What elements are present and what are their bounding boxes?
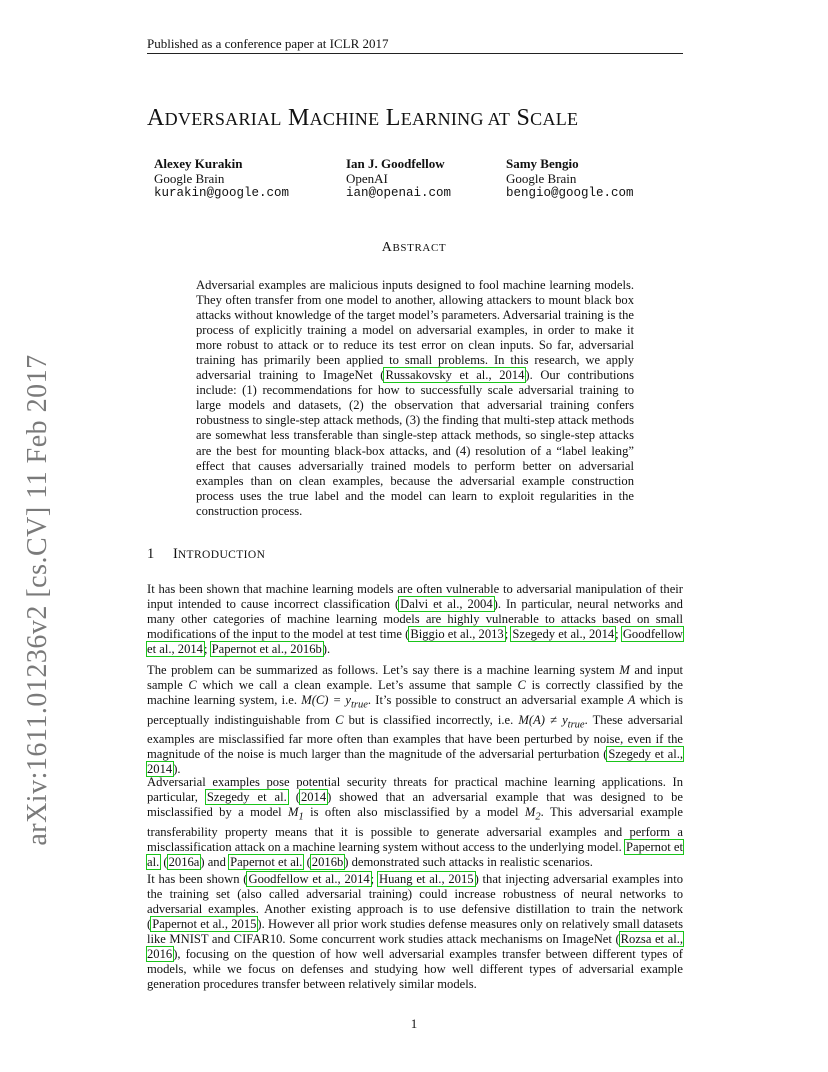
math-subscript: 1 [298, 811, 304, 823]
author-name: Alexey Kurakin [154, 156, 243, 171]
intro-paragraph-3: Adversarial examples pose potential security threats for practical machine learning applications. In particular, Szegedy et al. (2014) showed that an adversarial example that was designed to be misclassified by a model $M_1$ is often also misclassified by a model $M_2$. This adversarial example transferability property means that it is possible to generate adversarial examples and perform a misclassification attack on a machine learning system without access to the underlying model. Papernot et al. (2016a) and Papernot et al. (2016b) demonstrated such attacks in realistic scenarios. [147, 775, 684, 869]
citation-link[interactable]: 2016b [311, 854, 344, 869]
citation-link[interactable]: Biggio et al., 2013 [410, 627, 504, 642]
math-symbol: C [517, 678, 526, 693]
citation-link[interactable]: Papernot et al., 2015 [152, 917, 257, 932]
citation-link[interactable]: Szegedy et al. [206, 790, 287, 805]
math-symbol: M [288, 805, 299, 820]
citation-link[interactable]: 2014 [300, 790, 327, 805]
citation-link[interactable]: Russakovsky et al., 2014 [385, 368, 525, 383]
citation-link[interactable]: Papernot et al., 2016b [211, 642, 322, 657]
citation-link[interactable]: Papernot et al. [147, 839, 683, 869]
author-block [154, 156, 289, 201]
author-block [506, 156, 634, 201]
math-symbol: M [619, 663, 630, 677]
paper-title: ADVERSARIAL MACHINE LEARNING AT SCALE [147, 105, 579, 131]
citation-link[interactable]: Papernot et al. [230, 854, 303, 869]
math-symbol: C [188, 678, 197, 693]
intro-paragraph-4: It has been shown (Goodfellow et al., 2014; Huang et al., 2015) that injecting adversarial examples into the training set (also called adversarial training) could increase robustness of neural networks to adversarial examples. Another existing approach is to use defensive distillation to train the network (Papernot et al., 2015). However all prior work studies defense measures only on relatively small datasets like MNIST and CIFAR10. Some concurrent work studies attack mechanisms on ImageNet (Rozsa et al., 2016), focusing on the question of how well adversarial examples transfer between different types of models, while we focus on defenses and studying how well different types of adversarial example generation procedures transfer between relatively similar models. [147, 872, 684, 992]
author-block [346, 156, 451, 201]
math-subscript: true [567, 719, 585, 731]
math-symbol: C [335, 712, 344, 727]
abstract-text: Adversarial examples are malicious inputs designed to fool machine learning models. They often transfer from one model to another, allowing attackers to mount black box attacks without knowledge of the target model’s parameters. Adversarial training is the process of explicitly training a model on adversarial examples, in order to make it more robust to attack or to reduce its test error on clean inputs. So far, adversarial training has primarily been applied to small problems. In this research, we apply adversarial training to ImageNet (Russakovsky et al., 2014). Our contributions include: (1) recommendations for how to successfully scale adversarial training to large models and datasets, (2) the observation that adversarial training confers robustness to single-step attack methods, (3) the finding that multi-step attack methods are somewhat less transferable than single-step attack methods, so single-step attacks are the best for mounting black-box attacks, and (4) resolution of a “label leaking” effect that causes adversarially trained models to perform better on adversarial examples than on clean examples, because the adversarial example construction process uses the true label and the model can learn to exploit regularities in the construction process. [196, 278, 634, 518]
math-subscript: 2 [535, 811, 541, 823]
author-email[interactable]: bengio@google.com [506, 186, 634, 200]
citation-link[interactable]: Szegedy et al., 2014 [147, 747, 683, 777]
author-name: Samy Bengio [506, 156, 579, 171]
intro-paragraph-1: It has been shown that machine learning models are often vulnerable to adversarial manipulation of their input intended to cause incorrect classification (Dalvi et al., 2004). In particular, neural networks and many other categories of machine learning models are highly vulnerable to attacks based on small modifications of the input to the model at test time (Biggio et al., 2013; Szegedy et al., 2014; Goodfellow et al., 2014; Papernot et al., 2016b). [147, 582, 683, 657]
abstract-heading: ABSTRACT [381, 240, 447, 255]
math-symbol: M [524, 805, 536, 820]
citation-link[interactable]: Rozsa et al., 2016 [147, 932, 683, 962]
citation-link[interactable]: Goodfellow et al., 2014 [147, 627, 683, 657]
author-affiliation: Google Brain [154, 171, 225, 186]
math-expression: M(A) ≠ y [518, 712, 568, 727]
author-email[interactable]: kurakin@google.com [154, 186, 290, 200]
intro-paragraph-2: The problem can be summarized as follows. Let’s say there is a machine learning system M and input sample C which we call a clean example. Let’s assume that sample C is correctly classified by the machine learning system, i.e. $M(C) = y_{true}$. It’s possible to construct an adversarial example A which is perceptually indistinguishable from C but is classified incorrectly, i.e. $M(A) \ne y_{true}$. These adversarial examples are misclassified far more often than examples that have been perturbed by noise, even if the magnitude of the noise is much larger than the magnitude of the adversarial perturbation (Szegedy et al., 2014). [147, 663, 684, 777]
math-symbol: A [627, 693, 636, 708]
author-email[interactable]: ian@openai.com [346, 186, 452, 200]
page-number: 1 [410, 1016, 418, 1031]
citation-link[interactable]: Dalvi et al., 2004 [400, 597, 493, 612]
author-affiliation: Google Brain [506, 171, 577, 186]
section-number: 1 [147, 546, 155, 562]
header-rule [147, 53, 683, 54]
running-header: Published as a conference paper at ICLR 2017 [147, 36, 389, 51]
math-expression: M(C) = y [301, 693, 351, 708]
citation-link[interactable]: Huang et al., 2015 [378, 872, 474, 886]
math-subscript: true [350, 699, 368, 711]
author-affiliation: OpenAI [346, 171, 388, 186]
section-heading: 1 INTRODUCTION [147, 546, 266, 562]
citation-link[interactable]: Szegedy et al., 2014 [512, 627, 615, 642]
citation-link[interactable]: 2016a [168, 854, 200, 869]
citation-link[interactable]: Goodfellow et al., 2014 [248, 872, 370, 886]
arxiv-stamp: arXiv:1611.01236v2 [cs.CV] 11 Feb 2017 [22, 354, 53, 846]
author-name: Ian J. Goodfellow [346, 156, 445, 171]
